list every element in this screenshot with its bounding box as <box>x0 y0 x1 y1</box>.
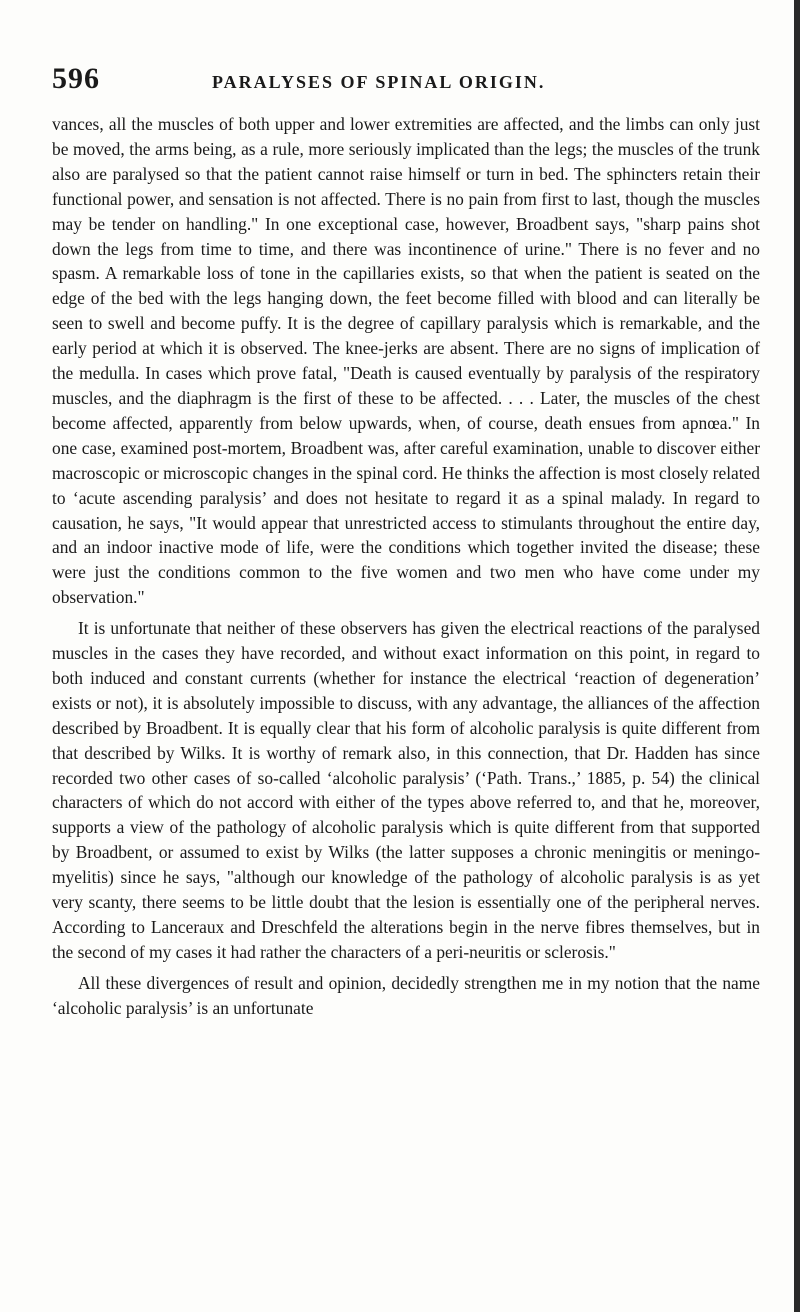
body-text <box>52 112 760 1021</box>
page-number: 596 <box>52 62 100 95</box>
page-header <box>52 62 770 102</box>
paragraph-divergences: All these divergences of result and opinion, decidedly strengthen me in my notion that the name ‘alcoholic paralysis’ is an unfortunate <box>52 972 760 1018</box>
paragraph-electrical-reactions: It is unfortunate that neither of these observers has given the electrical reactions of the paralysed muscles in the cases they have recorded, and without exact information on this point, in regard to both induced and constant currents (whether for instance the electrical ‘reaction of degeneration’ exists or not), it is absolutely impossible to discuss, with any advantage, the alliances of the affection described by Broadbent. It is equally clear that his form of alcoholic paralysis is quite different from that described by Wilks. It is worthy of remark also, in this connection, that Dr. Hadden has since recorded two other cases of so-called ‘alcoholic paralysis’ (‘Path. Trans.,’ 1885, p. 54) the clinical characters of which do not accord with either of the types above referred to, and that he, moreover, supports a view of the pathology of alcoholic paralysis which is quite different from that supported by Broadbent, or assumed to exist by Wilks (the latter supposes a chronic meningitis or meningo-myelitis) since he says, "although our knowledge of the pathology of alcoholic paralysis is as yet very scanty, there seems to be little doubt that the lesion is essentially one of the peripheral nerves. According to Lanceraux and Dreschfeld the alterations begin in the nerve fibres themselves, but in the second of my cases it had rather the characters of a peri-neuritis or sclerosis." <box>52 618 760 962</box>
page-edge-shadow <box>794 0 800 1312</box>
paragraph-continuation: vances, all the muscles of both upper and lower extremities are affected, and the limbs can only just be moved, the arms being, as a rule, more seriously implicated than the legs; the muscles of the trunk also are paralysed so that the patient cannot raise himself or turn in bed. The sphincters retain their functional power, and sensation is not affected. There is no pain from first to last, though the muscles may be tender on handling." In one exceptional case, however, Broadbent says, "sharp pains shot down the legs from time to time, and there was incontinence of urine." There is no fever and no spasm. A remarkable loss of tone in the capillaries exists, so that when the patient is seated on the edge of the bed with the legs hanging down, the feet become filled with blood and can literally be seen to swell and become puffy. It is the degree of capillary paralysis which is remarkable, and the early period at which it is observed. The knee-jerks are absent. There are no signs of implication of the medulla. In cases which prove fatal, "Death is caused eventually by paralysis of the respiratory muscles, and the diaphragm is the first of these to be affected. . . . Later, the muscles of the chest become affected, apparently from below upwards, when, of course, death ensues from apnœa." In one case, examined post-mortem, Broadbent was, after careful examination, unable to discover either macroscopic or microscopic changes in the spinal cord. He thinks the affection is most closely related to ‘acute ascending paralysis’ and does not hesitate to regard it as a spinal malady. In regard to causation, he says, "It would appear that unrestricted access to stimulants throughout the entire day, and an indoor inactive mode of life, were the conditions which together invited the disease; these were just the conditions common to the five women and two men who have come under my observation." <box>52 114 760 608</box>
running-head: PARALYSES OF SPINAL ORIGIN. <box>212 72 546 92</box>
